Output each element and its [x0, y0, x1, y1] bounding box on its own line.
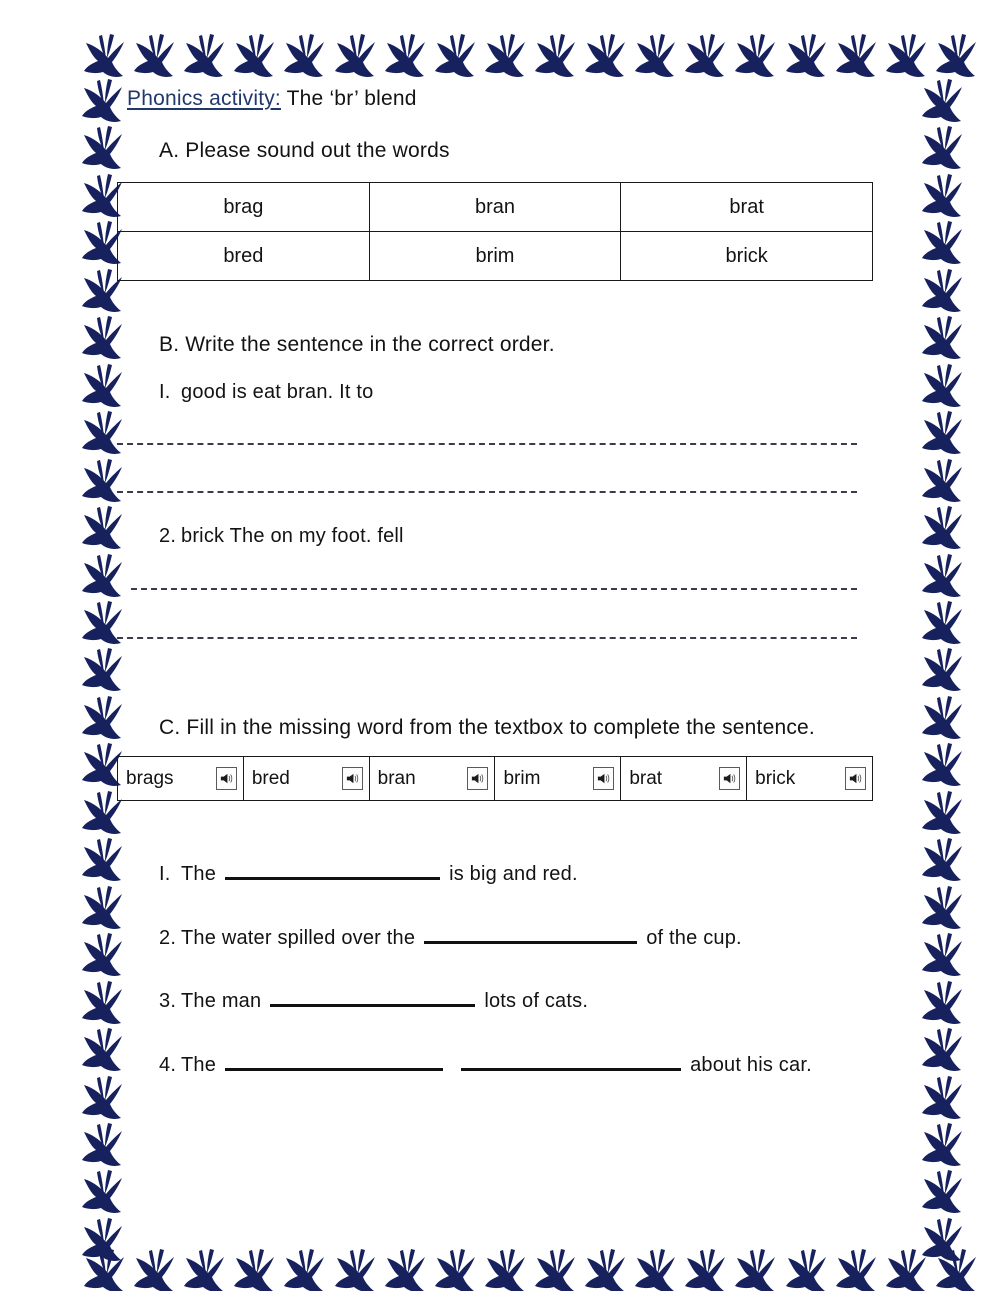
- word-bank-label: brim: [503, 767, 541, 789]
- answer-blank-secondary[interactable]: [461, 1051, 681, 1071]
- sentence-text-before: The: [181, 863, 217, 885]
- item-number: 2.: [159, 525, 177, 547]
- answer-blank[interactable]: [225, 1051, 443, 1071]
- word-bank-cell[interactable]: [118, 757, 244, 801]
- writing-line[interactable]: [117, 637, 857, 639]
- sentence-text-before: The man: [181, 990, 262, 1012]
- speaker-icon[interactable]: [342, 767, 363, 790]
- section-b-item-2: [159, 525, 404, 548]
- word-bank-cell[interactable]: [621, 757, 747, 801]
- speaker-icon[interactable]: [845, 767, 866, 790]
- section-b-prompt: B. Write the sentence in the correct order.: [159, 333, 555, 356]
- writing-line[interactable]: [117, 443, 857, 445]
- table-cell: bred: [118, 232, 370, 281]
- item-number: I.: [159, 381, 171, 403]
- answer-blank[interactable]: [270, 987, 475, 1007]
- word-bank-cell[interactable]: [369, 757, 495, 801]
- sentence-text-before: The water spilled over the: [181, 927, 416, 949]
- word-bank-label: brat: [629, 767, 663, 789]
- answer-blank[interactable]: [225, 860, 440, 880]
- section-c-word-bank: [117, 756, 873, 801]
- section-b-item-1: [159, 381, 374, 404]
- sentence-text-after: about his car.: [690, 1054, 812, 1076]
- speaker-icon[interactable]: [216, 767, 237, 790]
- sentence-text-after: is big and red.: [449, 863, 578, 885]
- page-title-emphasis: Phonics activity:: [127, 87, 281, 110]
- section-c-sentence-1: [159, 860, 578, 886]
- writing-line[interactable]: [131, 588, 857, 590]
- section-c-prompt: C. Fill in the missing word from the textbox to complete the sentence.: [159, 716, 815, 739]
- speaker-icon[interactable]: [593, 767, 614, 790]
- answer-blank[interactable]: [424, 924, 637, 944]
- table-row: [118, 232, 873, 281]
- word-bank-label: brick: [755, 767, 796, 789]
- section-a-prompt: A. Please sound out the words: [159, 139, 450, 162]
- page-title-subject: The ‘br’ blend: [280, 87, 417, 110]
- page-title: [127, 87, 417, 111]
- item-number: 3.: [159, 990, 177, 1012]
- sentence-text-before: The: [181, 1054, 217, 1076]
- section-a-word-table: [117, 182, 873, 281]
- word-bank-label: bran: [377, 767, 416, 789]
- item-number: I.: [159, 863, 171, 885]
- table-cell: brag: [118, 183, 370, 232]
- word-bank-cell[interactable]: [747, 757, 873, 801]
- table-row: [118, 183, 873, 232]
- item-text: good is eat bran. It to: [181, 381, 374, 403]
- item-text: brick The on my foot. fell: [181, 525, 404, 547]
- table-cell: brat: [621, 183, 873, 232]
- table-cell: bran: [369, 183, 621, 232]
- word-bank-cell[interactable]: [243, 757, 369, 801]
- section-c-sentence-4: [159, 1051, 812, 1077]
- section-c-sentence-3: [159, 987, 588, 1013]
- sentence-text-after: of the cup.: [646, 927, 742, 949]
- item-number: 4.: [159, 1054, 177, 1076]
- word-bank-cell[interactable]: [495, 757, 621, 801]
- item-number: 2.: [159, 927, 177, 949]
- table-cell: brick: [621, 232, 873, 281]
- table-cell: brim: [369, 232, 621, 281]
- word-bank-label: bred: [251, 767, 290, 789]
- speaker-icon[interactable]: [467, 767, 488, 790]
- word-bank-row: [118, 757, 873, 801]
- word-bank-label: brags: [126, 767, 174, 789]
- speaker-icon[interactable]: [719, 767, 740, 790]
- sentence-text-after: lots of cats.: [484, 990, 589, 1012]
- section-c-sentence-2: [159, 924, 742, 950]
- writing-line[interactable]: [117, 491, 857, 493]
